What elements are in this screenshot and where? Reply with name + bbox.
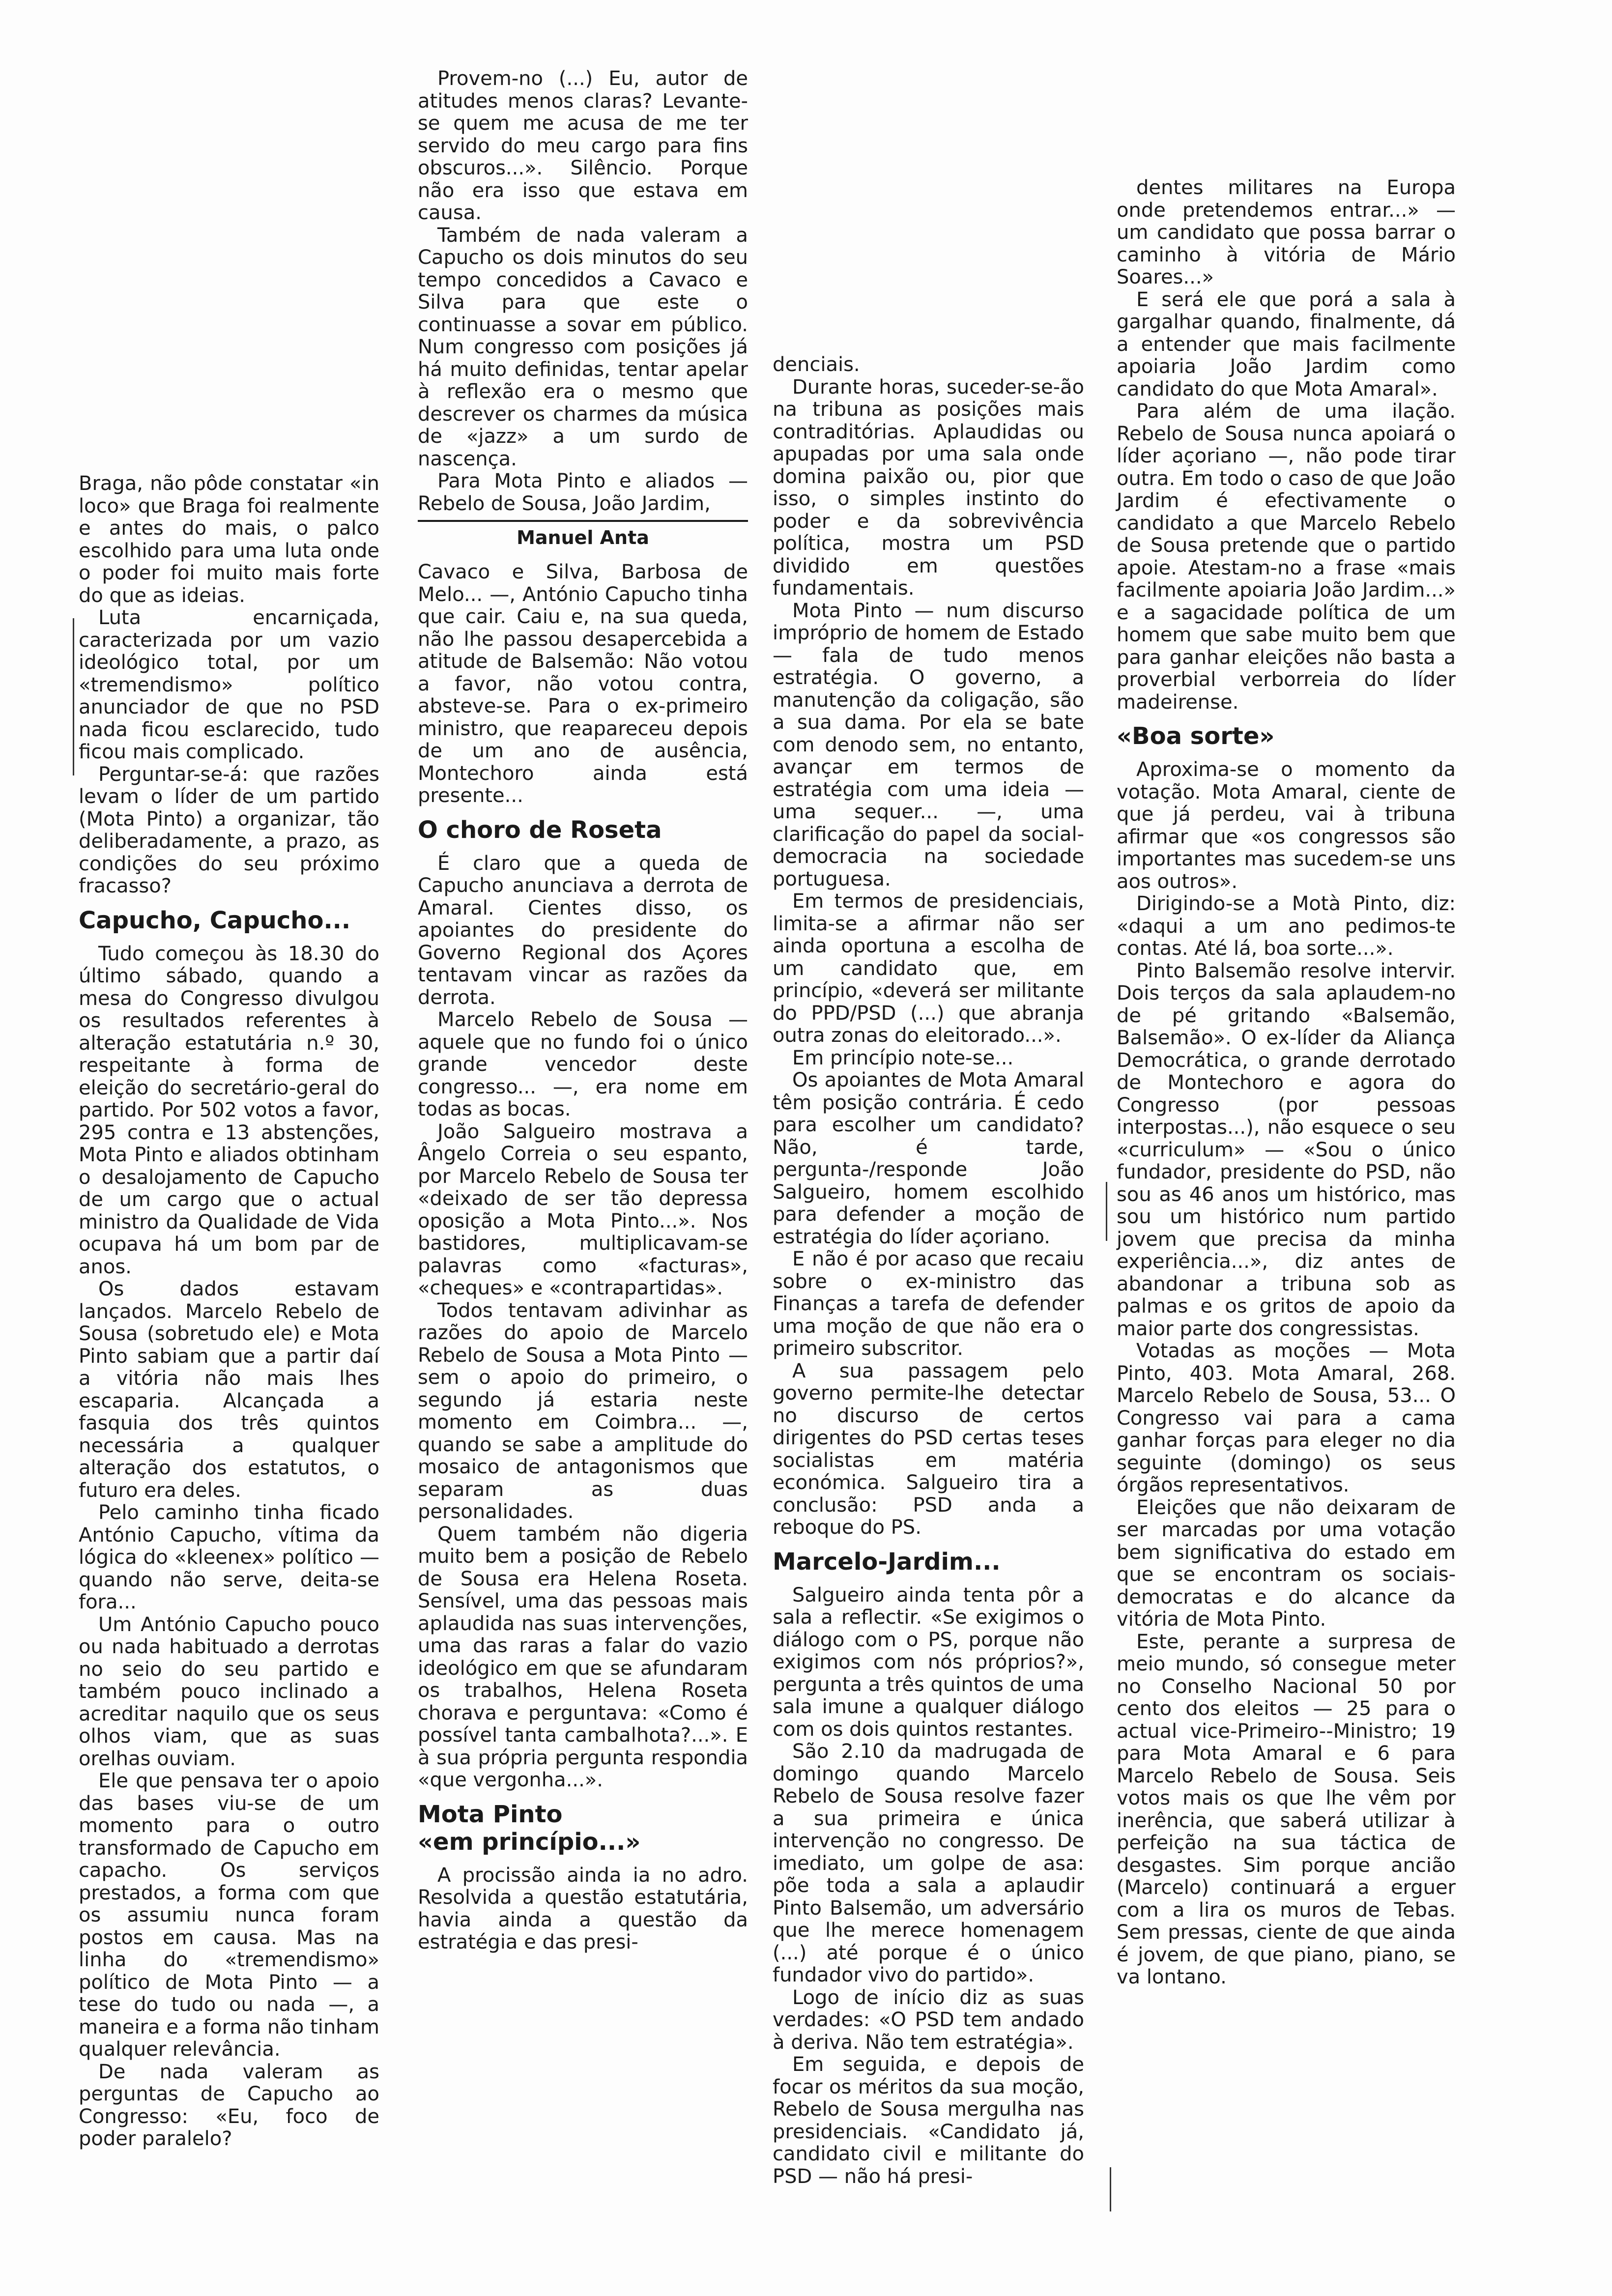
paragraph: É claro que a queda de Capucho anunciava a derrota de Amaral. Cientes disso, os apoiantes do presidente do Governo Regional dos Açores tentavam vincar as razões da derrota.	[418, 852, 748, 1009]
paragraph: Aproxima-se o momento da votação. Mota Amaral, ciente de que já perdeu, vai à tribuna afirmar que «os congressos são importantes mas sucedem-se uns aos outros».	[1117, 758, 1456, 893]
subheading	[418, 1801, 748, 1856]
paragraph: Os dados estavam lançados. Marcelo Rebelo de Sousa (sobretudo ele) e Mota Pinto sabiam que a partir daí a vitória não mais lhes escaparia. Alcançada a fasquia dos três quintos necessária a qualquer alteração dos estatutos, o futuro era deles.	[79, 1278, 379, 1502]
subheading: Marcelo-Jardim...	[773, 1548, 1001, 1576]
paragraph: Dirigindo-se a Motà Pinto, diz: «daqui a um ano pedimos-te contas. Até lá, boa sorte...».	[1117, 892, 1456, 960]
margin-mark	[73, 618, 74, 775]
paragraph: E não é por acaso que recaiu sobre o ex-ministro das Finanças a tarefa de defender uma moção de que não era o primeiro subscritor.	[773, 1248, 1084, 1360]
paragraph: João Salgueiro mostrava a Ângelo Correia o seu espanto, por Marcelo Rebelo de Sousa ter «deixado de ser tão depressa oposição a Mota Pinto...». Nos bastidores, multiplicavam-se palavras como «facturas», «cheques» e «contrapartidas».	[418, 1120, 748, 1299]
paragraph: Pinto Balsemão resolve intervir. Dois terços da sala aplaudem-no de pé gritando «Balsemão, Balsemão». O ex-líder da Aliança Democrática, o grande derrotado de Montechoro e agora do Congresso (por pessoas interpostas...), não esquece o seu «curriculum» — «Sou o único fundador, presidente do PSD, não sou as 46 anos um histórico, mas sou um histórico num partido jovem que precisa da minha experiência...», diz antes de abandonar a tribuna sob as palmas e os gritos de apoio da maior parte dos congressistas.	[1117, 959, 1456, 1340]
subheading-line: «em princípio...»	[418, 1828, 641, 1856]
paragraph: Mota Pinto — num discurso impróprio de homem de Estado — fala de tudo menos estratégia. O governo, a manutenção da coligação, são a sua dama. Por ela se bate com denodo sem, no entanto, avançar em termos de estratégia com uma ideia — uma sequer... —, uma clarificação do papel da social-democracia na sociedade portuguesa.	[773, 599, 1084, 890]
paragraph: Em princípio note-se...	[792, 1046, 1014, 1069]
column-4	[1117, 177, 1456, 1989]
subheading: O choro de Roseta	[418, 816, 662, 844]
paragraph: dentes militares na Europa onde pretendemos entrar...» — um candidato que possa barrar o caminho à vitória de Mário Soares...»	[1117, 176, 1456, 288]
paragraph: Todos tentavam adivinhar as razões do apoio de Marcelo Rebelo de Sousa a Mota Pinto — sem o apoio do primeiro, o segundo já estaria neste momento em Coimbra... —, quando se sabe a amplitude do mosaico de antagonismos que separam as duas personalidades.	[418, 1299, 748, 1523]
paragraph: denciais.	[773, 353, 860, 376]
margin-mark	[1106, 1182, 1107, 1241]
paragraph: Em seguida, e depois de focar os méritos da sua moção, Rebelo de Sousa mergulha nas presidenciais. «Candidato já, candidato civil e militante do PSD — não há presi-	[773, 2053, 1084, 2188]
subheading-line: Mota Pinto	[418, 1800, 563, 1828]
paragraph: Tudo começou às 18.30 do último sábado, quando a mesa do Congresso divulgou os resultados referentes à alteração estatutária n.º 30, respeitante à forma de eleição do secretário-geral do partido. Por 502 votos a favor, 295 contra e 13 abstenções, Mota Pinto e aliados obtinham o desalojamento de Capucho de um cargo que o actual ministro da Qualidade de Vida ocupava há um bom par de anos.	[79, 942, 379, 1278]
paragraph: Provem-no (...) Eu, autor de atitudes menos claras? Levante-se quem me acusa de me ter servido do meu cargo para fins obscuros...». Silêncio. Porque não era isso que estava em causa.	[418, 67, 748, 224]
paragraph: Este, perante a surpresa de meio mundo, só consegue meter no Conselho Nacional 50 por cento dos eleitos — 25 para o actual vice-Primeiro--Ministro; 19 para Mota Amaral e 6 para Marcelo Rebelo de Sousa. Seis votos mais os que lhe vêm por inerência, que saberá utilizar à perfeição na sua táctica de desgastes. Sim porque ancião (Marcelo) continuará a erguer com a lira os muros de Tebas. Sem pressas, ciente de que ainda é jovem, de que piano, piano, se va lontano.	[1117, 1630, 1456, 1988]
paragraph: Um António Capucho pouco ou nada habituado a derrotas no seio do seu partido e também pouco inclinado a acreditar naquilo que os seus olhos viam, que as suas orelhas ouviam.	[79, 1613, 379, 1770]
paragraph: Em termos de presidenciais, limita-se a afirmar não ser ainda oportuna a escolha de um candidato que, em princípio, «deverá ser militante do PPD/PSD (...) que abranja outra zonas do eleitorado...».	[773, 890, 1084, 1047]
paragraph: Perguntar-se-á: que razões levam o líder de um partido (Mota Pinto) a organizar, tão deliberadamente, a prazo, as condições do seu próximo fracasso?	[79, 763, 379, 897]
paragraph: Logo de início diz as suas verdades: «O PSD tem andado à deriva. Não tem estratégia».	[773, 1986, 1084, 2054]
margin-mark	[1110, 2167, 1111, 2211]
paragraph: Luta encarniçada, caracterizada por um vazio ideológico total, por um «tremendismo» político anunciador de que no PSD nada ficou esclarecido, tudo ficou mais complicado.	[79, 606, 379, 763]
paragraph: Ele que pensava ter o apoio das bases viu-se de um momento para o outro transformado de Capucho em capacho. Os serviços prestados, a forma com que os assumiu nunca foram postos em causa. Mas na linha do «tremendismo» político de Mota Pinto — a tese do tudo ou nada —, a maneira e a forma não tinham qualquer relevância.	[79, 1770, 379, 2061]
byline-box	[418, 520, 748, 553]
column-3	[773, 354, 1084, 2188]
paragraph: Votadas as moções — Mota Pinto, 403. Mota Amaral, 268. Marcelo Rebelo de Sousa, 53... O Congresso vai para a cama ganhar forças para eleger no dia seguinte (domingo) os seus órgãos representativos.	[1117, 1340, 1456, 1496]
paragraph: Quem também não digeria muito bem a posição de Rebelo de Sousa era Helena Roseta. Sensível, uma das pessoas mais aplaudida nas suas intervenções, uma das raras a falar do vazio ideológico em que se afundaram os trabalhos, Helena Roseta chorava e perguntava: «Como é possível tanta cambalhota?...». E à sua própria pergunta respondia «que vergonha...».	[418, 1522, 748, 1791]
paragraph: E será ele que porá a sala à gargalhar quando, finalmente, dá a entender que mais facilmente apoiaria João Jardim como candidato do que Mota Amaral».	[1117, 288, 1456, 401]
paragraph: Salgueiro ainda tenta pôr a sala a reflectir. «Se exigimos o diálogo com o PS, porque não exigimos com nós próprios?», pergunta a três quintos de uma sala imune a qualquer diálogo com os dois quintos restantes.	[773, 1583, 1084, 1741]
paragraph: Braga, não pôde constatar «in loco» que Braga foi realmente e antes do mais, o palco escolhido para uma luta onde o poder foi muito mais forte do que as ideias.	[79, 472, 379, 607]
byline: Manuel Anta	[517, 527, 649, 548]
paragraph: Também de nada valeram a Capucho os dois minutos do seu tempo concedidos a Cavaco e Silva para que este o continuasse a sovar em público. Num congresso com posições já há muito definidas, tentar apelar à reflexão era o mesmo que descrever os charmes da música de «jazz» a um surdo de nascença.	[418, 224, 748, 470]
paragraph: Eleições que não deixaram de ser marcadas por uma votação bem significativa do estado em que se encontram os sociais-democratas e do alcance da vitória de Mota Pinto.	[1117, 1496, 1456, 1631]
paragraph: Pelo caminho tinha ficado António Capucho, vítima da lógica do «kleenex» político — quando não serve, deita-se fora...	[79, 1501, 379, 1613]
paragraph: Marcelo Rebelo de Sousa — aquele que no fundo foi o único grande vencedor deste congresso... —, era nome em todas as bocas.	[418, 1008, 748, 1120]
subheading: «Boa sorte»	[1117, 722, 1275, 750]
column-1	[79, 473, 379, 2151]
subheading: Capucho, Capucho...	[79, 906, 351, 934]
paragraph: Para além de uma ilação. Rebelo de Sousa nunca apoiará o líder açoriano —, não pode tirar outra. Em todo o caso de que João Jardim é efectivamente o candidato a que Marcelo Rebelo de Sousa pretende que o partido apoie. Atestam-no a frase «mais facilmente apoiaria João Jardim...» e a sagacidade política de um homem que sabe muito bem que para ganhar eleições não basta a proverbial verborreia do líder madeirense.	[1117, 400, 1456, 714]
paragraph: A procissão ainda ia no adro. Resolvida a questão estatutária, havia ainda a questão da estratégia e das presi-	[418, 1864, 748, 1953]
column-2	[418, 68, 748, 1954]
paragraph: São 2.10 da madrugada de domingo quando Marcelo Rebelo de Sousa resolve fazer a sua primeira e única intervenção no congresso. De imediato, um golpe de asa: põe toda a sala a aplaudir Pinto Balsemão, um adversário que lhe merece homenagem (...) até porque é o único fundador vivo do partido».	[773, 1740, 1084, 1986]
paragraph: Os apoiantes de Mota Amaral têm posição contrária. É cedo para escolher um candidato? Não, é tarde, pergunta-/responde João Salgueiro, homem escolhido para defender a moção de estratégia do líder açoriano.	[773, 1069, 1084, 1248]
paragraph: Cavaco e Silva, Barbosa de Melo... —, António Capucho tinha que cair. Caiu e, na sua queda, não lhe passou desapercebida a atitude de Balsemão: Não votou a favor, não votou contra, absteve-se. Para o ex-primeiro ministro, que reapareceu depois de um ano de ausência, Montechoro ainda está presente...	[418, 561, 748, 807]
paragraph: De nada valeram as perguntas de Capucho ao Congresso: «Eu, foco de poder paralelo?	[79, 2060, 379, 2150]
paragraph: A sua passagem pelo governo permite-lhe detectar no discurso de certos dirigentes do PSD certas teses socialistas em matéria económica. Salgueiro tira a conclusão: PSD anda a reboque do PS.	[773, 1359, 1084, 1539]
paragraph: Para Mota Pinto e aliados — Rebelo de Sousa, João Jardim,	[418, 470, 748, 515]
paragraph: Durante horas, suceder-se-ão na tribuna as posições mais contraditórias. Aplaudidas ou apupadas por uma sala onde domina paixão ou, pior que isso, o simples instinto do poder e da sobrevivência política, mostra um PSD dividido em questões fundamentais.	[773, 375, 1084, 600]
